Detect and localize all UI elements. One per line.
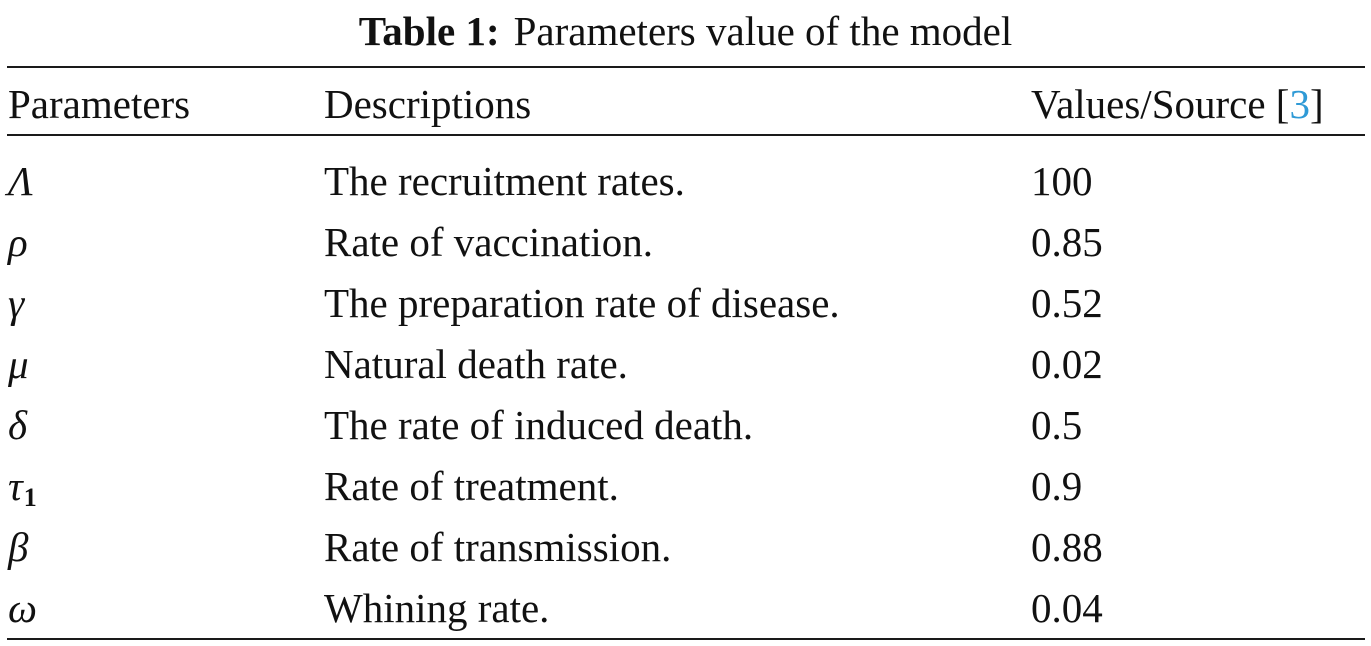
header-values-source — [1031, 73, 1324, 135]
parameter-description: The rate of induced death. — [324, 402, 754, 448]
parameter-description: Rate of treatment. — [324, 463, 619, 509]
header-parameters: Parameters — [8, 81, 191, 127]
parameter-symbol: μ — [8, 341, 29, 387]
parameter-value: 0.04 — [1031, 585, 1103, 631]
parameter-description: The preparation rate of disease. — [324, 280, 840, 326]
parameter-value: 0.5 — [1031, 402, 1083, 448]
parameter-value: 100 — [1031, 158, 1093, 204]
table-caption — [0, 0, 1371, 62]
parameter-value: 0.02 — [1031, 341, 1103, 387]
parameter-symbol: δ — [8, 402, 28, 448]
table-title: Parameters value of the model — [513, 8, 1013, 54]
table-row — [0, 150, 1371, 212]
parameter-value: 0.85 — [1031, 219, 1103, 265]
table-row — [0, 211, 1371, 273]
table-row — [0, 272, 1371, 334]
header-descriptions: Descriptions — [324, 81, 532, 127]
top-rule — [7, 66, 1365, 68]
parameter-description: Rate of vaccination. — [324, 219, 654, 265]
parameter-symbol: Λ — [8, 158, 33, 204]
header-row — [0, 73, 1371, 135]
parameter-symbol: γ — [8, 280, 25, 326]
bottom-rule — [7, 638, 1365, 640]
table-row — [0, 394, 1371, 456]
header-rule — [7, 134, 1365, 136]
parameter-description: Whining rate. — [324, 585, 550, 631]
parameter-value: 0.9 — [1031, 463, 1083, 509]
parameter-subscript: 1 — [23, 483, 37, 512]
parameter-symbol: β — [8, 524, 29, 570]
parameter-symbol: ω — [8, 585, 37, 631]
parameter-description: Rate of transmission. — [324, 524, 672, 570]
parameter-symbol: ρ — [8, 219, 28, 265]
parameter-symbol: $\tau_1$ — [8, 463, 37, 512]
table-label: Table 1: — [358, 8, 500, 54]
parameter-value: 0.52 — [1031, 280, 1103, 326]
table-row — [0, 516, 1371, 578]
header-values-close: ] — [1309, 81, 1324, 127]
parameter-description: Natural death rate. — [324, 341, 628, 387]
header-values-text: Values/Source [ — [1031, 81, 1290, 127]
table-row — [0, 455, 1371, 517]
table-row — [0, 333, 1371, 395]
parameter-value: 0.88 — [1031, 524, 1103, 570]
parameter-description: The recruitment rates. — [324, 158, 685, 204]
reference-link[interactable]: 3 — [1289, 81, 1310, 127]
table-row — [0, 577, 1371, 639]
